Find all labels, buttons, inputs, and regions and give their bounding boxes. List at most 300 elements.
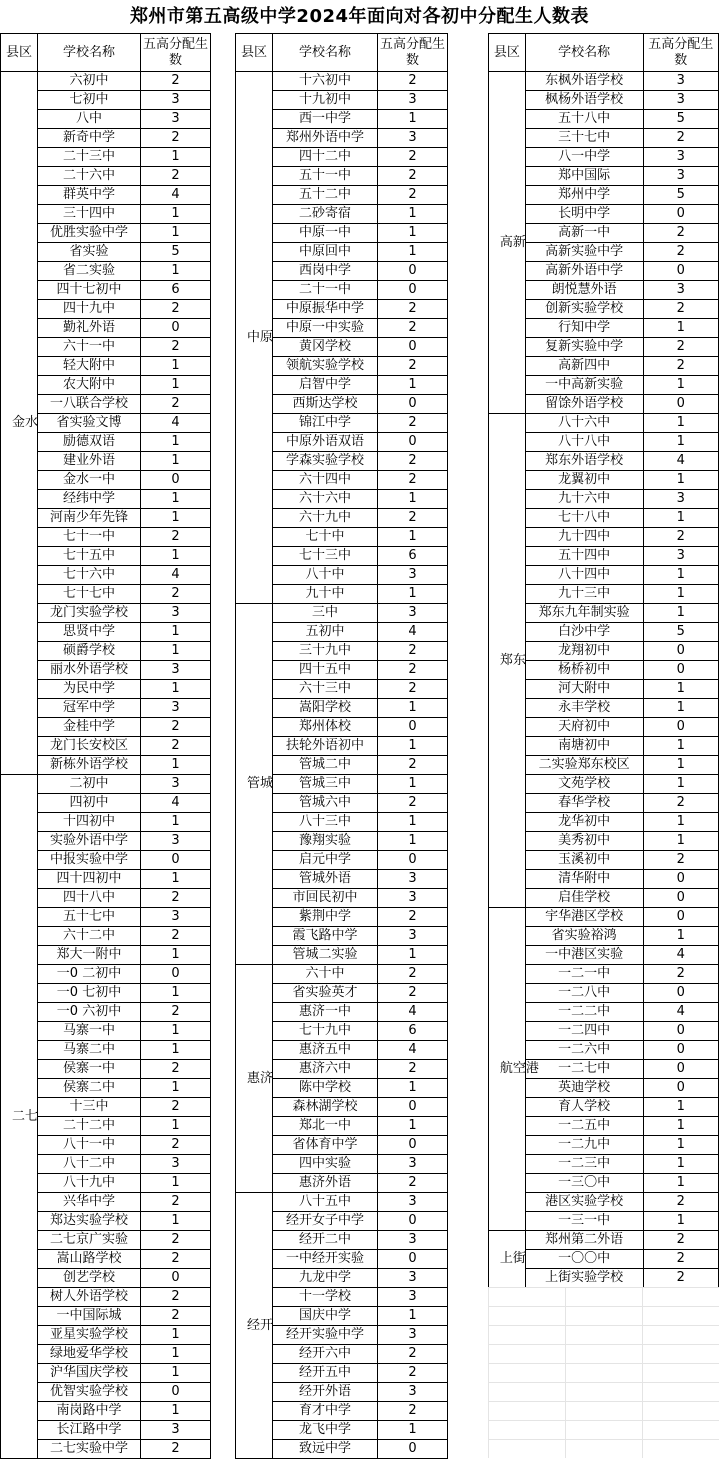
school-name-cell: 管城三中: [273, 775, 378, 794]
school-name-cell: 轻大附中: [38, 357, 141, 376]
school-name-cell: 郑中国际: [525, 167, 643, 186]
school-name-cell: 七十五中: [38, 547, 141, 566]
school-name-cell: 东枫外语学校: [525, 72, 643, 91]
page-title: 郑州市第五高级中学2024年面向对各初中分配生人数表: [129, 6, 590, 27]
quota-cell: 0: [643, 661, 718, 680]
quota-cell: 2: [643, 129, 718, 148]
quota-cell: 3: [378, 566, 448, 585]
school-name-cell: 十九初中: [273, 91, 378, 110]
school-name-cell: 惠济一中: [273, 1003, 378, 1022]
school-name-cell: 中原回中: [273, 243, 378, 262]
quota-cell: 2: [378, 357, 448, 376]
school-name-cell: 一〇〇中: [525, 1250, 643, 1269]
school-name-cell: 经开外语: [273, 1383, 378, 1402]
quota-cell: 3: [378, 889, 448, 908]
table-header-row: [236, 34, 448, 72]
quota-cell: 1: [643, 414, 718, 433]
school-name-cell: 清华附中: [525, 870, 643, 889]
quota-cell: 2: [643, 528, 718, 547]
quota-cell: 2: [378, 661, 448, 680]
quota-cell: 0: [378, 262, 448, 281]
quota-cell: 0: [643, 984, 718, 1003]
quota-cell: 1: [378, 1307, 448, 1326]
quota-cell: 1: [643, 775, 718, 794]
header-school: 学校名称: [273, 34, 378, 72]
quota-table-column-1: [0, 33, 211, 1459]
quota-cell: 1: [378, 376, 448, 395]
school-name-cell: 六初中: [38, 72, 141, 91]
quota-cell: 2: [643, 794, 718, 813]
quota-cell: 1: [141, 1212, 211, 1231]
school-name-cell: 南塘初中: [525, 737, 643, 756]
header-quota: 五高分配生数: [643, 34, 718, 72]
school-name-cell: 玉溪初中: [525, 851, 643, 870]
quota-cell: 1: [643, 832, 718, 851]
school-name-cell: 中原振华中学: [273, 300, 378, 319]
table-row: [489, 72, 719, 91]
quota-cell: 1: [643, 1174, 718, 1193]
school-name-cell: 复新实验中学: [525, 338, 643, 357]
quota-cell: 2: [141, 338, 211, 357]
school-name-cell: 九十四中: [525, 528, 643, 547]
quota-cell: 2: [378, 319, 448, 338]
quota-cell: 0: [378, 1098, 448, 1117]
school-name-cell: 河南少年先锋: [38, 509, 141, 528]
school-name-cell: 白沙中学: [525, 623, 643, 642]
quota-cell: 2: [643, 1250, 718, 1269]
county-cell: [236, 1193, 273, 1459]
quota-cell: 4: [141, 566, 211, 585]
quota-cell: 2: [378, 72, 448, 91]
school-name-cell: 二十二中: [38, 1117, 141, 1136]
quota-cell: 3: [141, 699, 211, 718]
school-name-cell: 中原一中实验: [273, 319, 378, 338]
school-name-cell: 朗悦慧外语: [525, 281, 643, 300]
quota-cell: 1: [378, 205, 448, 224]
county-cell: [489, 1231, 526, 1288]
quota-cell: 5: [643, 186, 718, 205]
school-name-cell: 省实验文博: [38, 414, 141, 433]
quota-cell: 1: [378, 699, 448, 718]
school-name-cell: 九龙中学: [273, 1269, 378, 1288]
county-cell: [489, 908, 539, 1231]
quota-cell: 0: [643, 262, 718, 281]
quota-cell: 2: [141, 1288, 211, 1307]
quota-cell: 1: [141, 870, 211, 889]
school-name-cell: 五初中: [273, 623, 378, 642]
quota-cell: 1: [378, 585, 448, 604]
quota-cell: 1: [643, 1136, 718, 1155]
school-name-cell: 长明中学: [525, 205, 643, 224]
school-name-cell: 新栋外语学校: [38, 756, 141, 775]
school-name-cell: 郑东九年制实验: [525, 604, 643, 623]
quota-cell: 2: [141, 300, 211, 319]
header-quota: 五高分配生数: [378, 34, 448, 72]
quota-cell: 1: [378, 737, 448, 756]
quota-cell: 1: [141, 623, 211, 642]
quota-cell: 1: [643, 433, 718, 452]
school-name-cell: 中报实验中学: [38, 851, 141, 870]
school-name-cell: 经开五中: [273, 1364, 378, 1383]
school-name-cell: 三十七中: [525, 129, 643, 148]
quota-cell: 1: [643, 699, 718, 718]
school-name-cell: 勤礼外语: [38, 319, 141, 338]
quota-cell: 0: [643, 205, 718, 224]
school-name-cell: 一二三中: [525, 1155, 643, 1174]
quota-cell: 3: [141, 91, 211, 110]
quota-cell: 2: [141, 1193, 211, 1212]
school-name-cell: 四十五中: [273, 661, 378, 680]
quota-cell: 0: [378, 1136, 448, 1155]
quota-cell: 5: [643, 623, 718, 642]
school-name-cell: 管城六中: [273, 794, 378, 813]
school-name-cell: 霞飞路中学: [273, 927, 378, 946]
school-name-cell: 优智实验学校: [38, 1383, 141, 1402]
school-name-cell: 八十四中: [525, 566, 643, 585]
school-name-cell: 经纬中学: [38, 490, 141, 509]
school-name-cell: 沪华国庆学校: [38, 1364, 141, 1383]
quota-cell: 2: [378, 1345, 448, 1364]
quota-cell: 1: [378, 1117, 448, 1136]
quota-cell: 1: [141, 148, 211, 167]
quota-cell: 1: [141, 452, 211, 471]
school-name-cell: 八十中: [273, 566, 378, 585]
quota-cell: 1: [643, 604, 718, 623]
school-name-cell: 侯寨一中: [38, 1060, 141, 1079]
school-name-cell: 八十九中: [38, 1174, 141, 1193]
quota-cell: 2: [378, 452, 448, 471]
quota-cell: 0: [141, 319, 211, 338]
school-name-cell: 一0 二初中: [38, 965, 141, 984]
quota-cell: 3: [378, 1383, 448, 1402]
quota-cell: 5: [643, 110, 718, 129]
quota-cell: 3: [378, 1193, 448, 1212]
quota-cell: 0: [141, 851, 211, 870]
quota-cell: 0: [643, 1041, 718, 1060]
quota-cell: 3: [643, 72, 718, 91]
table-row: [1, 775, 211, 794]
school-name-cell: 五十八中: [525, 110, 643, 129]
quota-cell: 1: [141, 946, 211, 965]
table-header-row: [1, 34, 211, 72]
school-name-cell: 亚星实验学校: [38, 1326, 141, 1345]
table-row: [236, 965, 448, 984]
quota-cell: 1: [141, 1402, 211, 1421]
school-name-cell: 二七京广实验: [38, 1231, 141, 1250]
quota-cell: 1: [141, 1174, 211, 1193]
quota-cell: 2: [378, 984, 448, 1003]
quota-cell: 3: [141, 604, 211, 623]
quota-cell: 2: [141, 718, 211, 737]
county-name: 经开: [247, 1317, 274, 1333]
quota-cell: 2: [141, 1136, 211, 1155]
quota-table-column-2: [235, 33, 448, 1459]
school-name-cell: 三中: [273, 604, 378, 623]
quota-cell: 1: [643, 680, 718, 699]
quota-cell: 2: [378, 1402, 448, 1421]
county-cell: [1, 72, 38, 775]
quota-cell: 2: [141, 395, 211, 414]
school-name-cell: 郑达实验学校: [38, 1212, 141, 1231]
quota-cell: 0: [643, 889, 718, 908]
school-name-cell: 省实验英才: [273, 984, 378, 1003]
school-name-cell: 一中港区实验: [525, 946, 643, 965]
school-name-cell: 启佳学校: [525, 889, 643, 908]
quota-cell: 3: [141, 1155, 211, 1174]
county-name: 管城: [247, 776, 274, 791]
school-name-cell: 六十一中: [38, 338, 141, 357]
school-name-cell: 二十六中: [38, 167, 141, 186]
quota-cell: 2: [378, 509, 448, 528]
quota-cell: 3: [141, 1421, 211, 1440]
school-name-cell: 七十六中: [38, 566, 141, 585]
school-name-cell: 启元中学: [273, 851, 378, 870]
county-cell: [236, 72, 273, 604]
quota-cell: 6: [141, 281, 211, 300]
quota-cell: 2: [378, 680, 448, 699]
school-name-cell: 美秀初中: [525, 832, 643, 851]
school-name-cell: 四十四初中: [38, 870, 141, 889]
quota-cell: 4: [141, 186, 211, 205]
school-name-cell: 三十四中: [38, 205, 141, 224]
county-name: 高新: [499, 234, 526, 250]
quota-cell: 3: [643, 281, 718, 300]
quota-cell: 0: [378, 851, 448, 870]
school-name-cell: 励德双语: [38, 433, 141, 452]
school-name-cell: 领航实验学校: [273, 357, 378, 376]
school-name-cell: 郑州体校: [273, 718, 378, 737]
county-cell: [489, 414, 526, 908]
school-name-cell: 二砂寄宿: [273, 205, 378, 224]
school-name-cell: 八一中学: [525, 148, 643, 167]
quota-cell: 1: [643, 471, 718, 490]
school-name-cell: 郑大一附中: [38, 946, 141, 965]
header-school: 学校名称: [525, 34, 643, 72]
quota-cell: 1: [141, 984, 211, 1003]
school-name-cell: 黄冈学校: [273, 338, 378, 357]
quota-cell: 1: [378, 1079, 448, 1098]
school-name-cell: 启智中学: [273, 376, 378, 395]
quota-cell: 2: [378, 1060, 448, 1079]
quota-cell: 3: [378, 129, 448, 148]
school-name-cell: 高新外语中学: [525, 262, 643, 281]
school-name-cell: 八十六中: [525, 414, 643, 433]
quota-cell: 2: [643, 1193, 718, 1212]
school-name-cell: 郑州第二外语: [525, 1231, 643, 1250]
school-name-cell: 八十二中: [38, 1155, 141, 1174]
quota-cell: 1: [141, 756, 211, 775]
school-name-cell: 紫荆中学: [273, 908, 378, 927]
quota-cell: 2: [378, 642, 448, 661]
quota-cell: 2: [141, 585, 211, 604]
quota-cell: 0: [378, 281, 448, 300]
quota-cell: 3: [643, 91, 718, 110]
school-name-cell: 省体育中学: [273, 1136, 378, 1155]
school-name-cell: 八十五中: [273, 1193, 378, 1212]
quota-cell: 2: [643, 965, 718, 984]
table-row: [489, 1231, 719, 1250]
quota-cell: 2: [141, 1307, 211, 1326]
quota-cell: 2: [378, 1174, 448, 1193]
school-name-cell: 一八联合学校: [38, 395, 141, 414]
quota-cell: 1: [141, 357, 211, 376]
school-name-cell: 惠济五中: [273, 1041, 378, 1060]
quota-cell: 4: [643, 1003, 718, 1022]
quota-cell: 1: [141, 1326, 211, 1345]
school-name-cell: 惠济外语: [273, 1174, 378, 1193]
school-name-cell: 二七实验中学: [38, 1440, 141, 1459]
school-name-cell: 永丰学校: [525, 699, 643, 718]
quota-cell: 4: [378, 1003, 448, 1022]
school-name-cell: 经开实验中学: [273, 1326, 378, 1345]
quota-cell: 1: [141, 547, 211, 566]
quota-cell: 5: [141, 243, 211, 262]
quota-cell: 2: [378, 794, 448, 813]
quota-cell: 2: [141, 167, 211, 186]
quota-cell: 4: [378, 1041, 448, 1060]
quota-cell: 0: [378, 718, 448, 737]
school-name-cell: 西斯达学校: [273, 395, 378, 414]
quota-cell: 0: [643, 718, 718, 737]
school-name-cell: 郑州外语中学: [273, 129, 378, 148]
school-name-cell: 经开女子中学: [273, 1212, 378, 1231]
quota-cell: 3: [141, 908, 211, 927]
school-name-cell: 六十四中: [273, 471, 378, 490]
county-name: 二七: [12, 1108, 39, 1124]
quota-cell: 3: [141, 110, 211, 129]
school-name-cell: 高新四中: [525, 357, 643, 376]
school-name-cell: 一二五中: [525, 1117, 643, 1136]
school-name-cell: 育人学校: [525, 1098, 643, 1117]
school-name-cell: 十一学校: [273, 1288, 378, 1307]
quota-cell: 2: [141, 1098, 211, 1117]
school-name-cell: 森林湖学校: [273, 1098, 378, 1117]
school-name-cell: 四初中: [38, 794, 141, 813]
school-name-cell: 港区实验学校: [525, 1193, 643, 1212]
quota-cell: 0: [378, 1250, 448, 1269]
school-name-cell: 龙门长安校区: [38, 737, 141, 756]
quota-cell: 2: [141, 1440, 211, 1459]
table-row: [489, 414, 719, 433]
school-name-cell: 八十一中: [38, 1136, 141, 1155]
quota-cell: 2: [643, 300, 718, 319]
quota-cell: 2: [378, 1364, 448, 1383]
school-name-cell: 龙翼初中: [525, 471, 643, 490]
school-name-cell: 河大附中: [525, 680, 643, 699]
school-name-cell: 中原外语双语: [273, 433, 378, 452]
school-name-cell: 一二四中: [525, 1022, 643, 1041]
school-name-cell: 一二九中: [525, 1136, 643, 1155]
school-name-cell: 四十九中: [38, 300, 141, 319]
quota-cell: 2: [643, 1231, 718, 1250]
quota-cell: 1: [141, 1364, 211, 1383]
school-name-cell: 学森实验学校: [273, 452, 378, 471]
school-name-cell: 一0 七初中: [38, 984, 141, 1003]
quota-cell: 3: [378, 1155, 448, 1174]
school-name-cell: 七十一中: [38, 528, 141, 547]
county-cell: [236, 604, 273, 965]
school-name-cell: 农大附中: [38, 376, 141, 395]
school-name-cell: 长江路中学: [38, 1421, 141, 1440]
quota-cell: 1: [643, 585, 718, 604]
school-name-cell: 十六初中: [273, 72, 378, 91]
school-name-cell: 龙翔初中: [525, 642, 643, 661]
quota-cell: 0: [378, 1212, 448, 1231]
school-name-cell: 天府初中: [525, 718, 643, 737]
quota-cell: 2: [378, 756, 448, 775]
school-name-cell: 丽水外语学校: [38, 661, 141, 680]
quota-cell: 4: [141, 414, 211, 433]
quota-cell: 0: [378, 433, 448, 452]
quota-cell: 1: [643, 813, 718, 832]
school-name-cell: 致远中学: [273, 1440, 378, 1459]
quota-cell: 2: [378, 148, 448, 167]
quota-cell: 2: [141, 72, 211, 91]
quota-cell: 1: [141, 813, 211, 832]
quota-cell: 2: [643, 357, 718, 376]
school-name-cell: 四十八中: [38, 889, 141, 908]
school-name-cell: 枫杨外语学校: [525, 91, 643, 110]
county-cell: [1, 775, 38, 1459]
school-name-cell: 兴华中学: [38, 1193, 141, 1212]
quota-cell: 1: [378, 528, 448, 547]
quota-cell: 3: [643, 547, 718, 566]
school-name-cell: 六十二中: [38, 927, 141, 946]
quota-cell: 2: [643, 224, 718, 243]
quota-cell: 2: [141, 1231, 211, 1250]
school-name-cell: 新奇中学: [38, 129, 141, 148]
table-row: [236, 72, 448, 91]
school-name-cell: 高新实验中学: [525, 243, 643, 262]
school-name-cell: 七初中: [38, 91, 141, 110]
quota-cell: 3: [141, 832, 211, 851]
school-name-cell: 二实验郑东校区: [525, 756, 643, 775]
quota-cell: 1: [643, 737, 718, 756]
school-name-cell: 创新实验学校: [525, 300, 643, 319]
school-name-cell: 西岗中学: [273, 262, 378, 281]
quota-cell: 2: [141, 129, 211, 148]
school-name-cell: 八十八中: [525, 433, 643, 452]
quota-cell: 0: [643, 908, 718, 927]
school-name-cell: 侯寨二中: [38, 1079, 141, 1098]
school-name-cell: 留馀外语学校: [525, 395, 643, 414]
quota-cell: 1: [643, 376, 718, 395]
quota-cell: 0: [643, 870, 718, 889]
school-name-cell: 一中高新实验: [525, 376, 643, 395]
quota-cell: 2: [141, 1060, 211, 1079]
school-name-cell: 十四初中: [38, 813, 141, 832]
school-name-cell: 八中: [38, 110, 141, 129]
quota-cell: 3: [378, 91, 448, 110]
quota-cell: 1: [643, 1155, 718, 1174]
quota-cell: 0: [141, 1269, 211, 1288]
school-name-cell: 群英中学: [38, 186, 141, 205]
quota-cell: 1: [141, 1117, 211, 1136]
school-name-cell: 三十九中: [273, 642, 378, 661]
school-name-cell: 中原一中: [273, 224, 378, 243]
school-name-cell: 一二七中: [525, 1060, 643, 1079]
school-name-cell: 五十七中: [38, 908, 141, 927]
school-name-cell: 一0 六初中: [38, 1003, 141, 1022]
quota-cell: 3: [378, 927, 448, 946]
school-name-cell: 七十三中: [273, 547, 378, 566]
table-header-row: [489, 34, 719, 72]
quota-cell: 0: [378, 338, 448, 357]
school-name-cell: 西一中学: [273, 110, 378, 129]
school-name-cell: 春华学校: [525, 794, 643, 813]
table-row: [1, 72, 211, 91]
school-name-cell: 管城二实验: [273, 946, 378, 965]
